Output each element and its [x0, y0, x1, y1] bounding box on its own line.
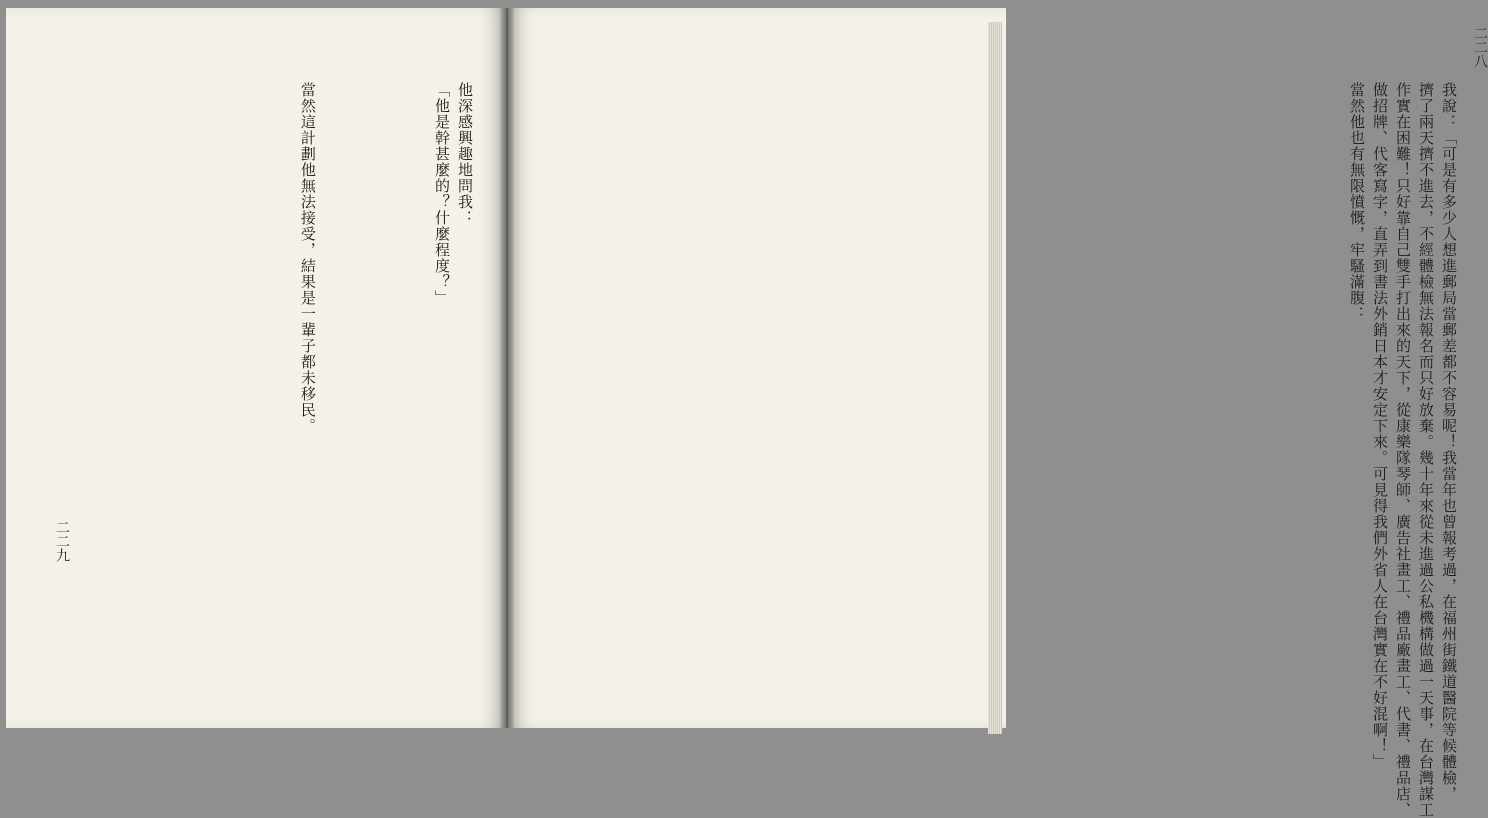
text-column — [1248, 82, 1264, 702]
text-column — [205, 82, 220, 702]
text-column — [1150, 82, 1166, 702]
left-page-text — [90, 82, 474, 702]
text-column — [187, 82, 202, 702]
text-column — [224, 82, 239, 702]
left-page — [6, 8, 506, 728]
text-column: 做招牌、代客寫字，直弄到書法外銷日本才安定下來。可見得我們外省人在台灣實在不好混啊！」 — [1371, 82, 1389, 770]
text-column — [339, 82, 354, 702]
text-column — [1288, 82, 1304, 702]
text-column: 他深感興趣地問我： — [456, 82, 474, 226]
text-column — [376, 82, 391, 702]
text-column — [1189, 82, 1205, 702]
right-page-number: 二二八 — [1472, 26, 1488, 68]
text-column: 當然這計劃他無法接受，結果是一輩子都未移民。 — [298, 82, 317, 434]
text-column: 當然他也有無限憤慨，牢騷滿腹： — [1348, 82, 1366, 322]
text-column — [321, 82, 336, 702]
text-column — [242, 82, 257, 702]
book-gutter — [500, 8, 514, 728]
text-column — [1308, 82, 1324, 702]
text-column — [150, 82, 165, 702]
text-column — [168, 82, 183, 702]
page-edge — [988, 22, 1002, 734]
text-column — [94, 82, 109, 702]
left-page-number: 二二九 — [54, 520, 70, 562]
text-column — [1169, 82, 1185, 702]
text-column — [358, 82, 373, 702]
text-column — [1209, 82, 1225, 702]
text-column — [413, 82, 428, 702]
text-column — [1130, 82, 1146, 702]
text-column — [1327, 82, 1343, 702]
text-column: 作實在困難！只好靠自己雙手打出來的天下，從康樂隊琴師、廣告社畫工、禮品廠畫工、代書、禮品店、 — [1394, 82, 1412, 818]
text-column — [131, 82, 146, 702]
text-column — [395, 82, 410, 702]
right-page — [508, 8, 1488, 818]
text-column — [113, 82, 128, 702]
text-column: 「他是幹甚麼的？什麼程度？」 — [433, 82, 451, 306]
text-column: 擠了兩天擠不進去，不經體檢無法報名而只好放棄。幾十年來從未進過公私機構做過一天事，在台灣謀工 — [1417, 82, 1435, 818]
text-column — [279, 82, 294, 702]
text-column — [1110, 82, 1126, 702]
text-column: 我說：「可是有多少人想進郵局當郵差都不容易呢！我當年也曾報考過，在福州街鐵道醫院等候體檢， — [1440, 82, 1458, 802]
text-column — [1268, 82, 1284, 702]
text-column — [261, 82, 276, 702]
text-column — [1229, 82, 1245, 702]
right-page-text — [1106, 82, 1458, 818]
